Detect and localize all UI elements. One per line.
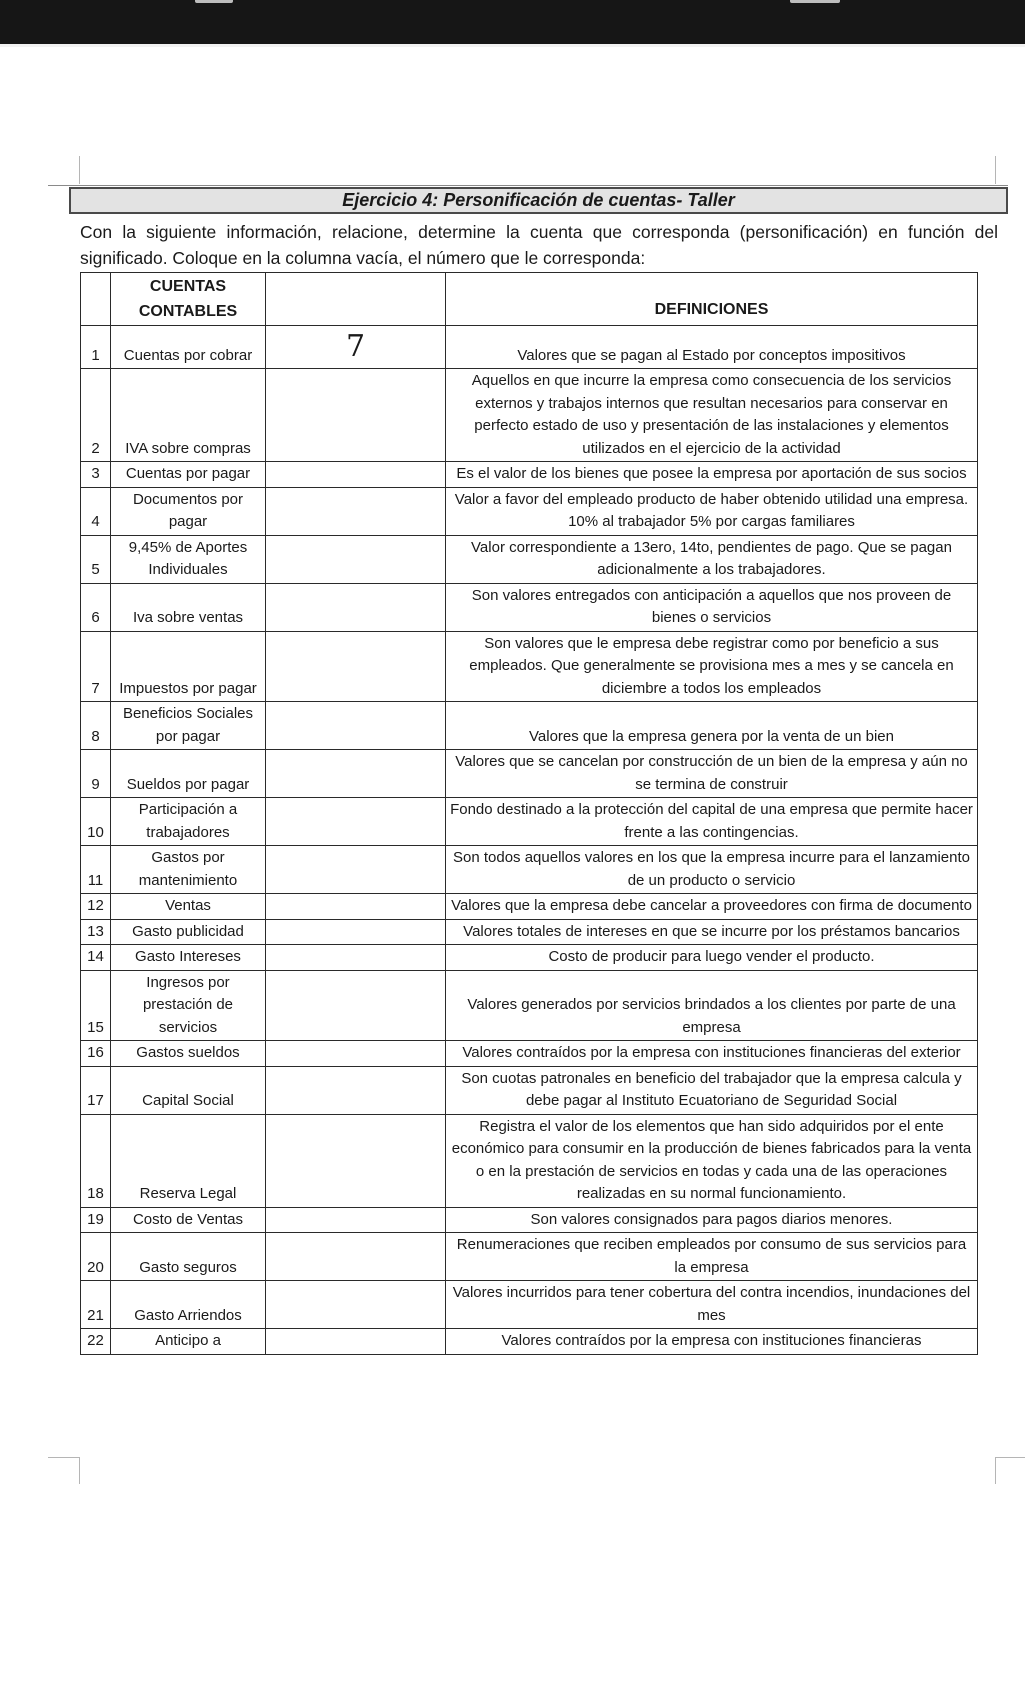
instructions-paragraph: Con la siguiente información, relacione, determine la cuenta que corresponda (personificación) en función del significado. Coloque en la columna vacía, el número que le corresponda:	[80, 222, 998, 268]
answer-cell[interactable]	[266, 750, 446, 798]
account-name: Costo de Ventas	[111, 1207, 266, 1233]
row-number: 13	[81, 919, 111, 945]
header-number-cell	[81, 273, 111, 326]
table-row	[81, 1281, 978, 1329]
row-number: 8	[81, 702, 111, 750]
answer-cell[interactable]	[266, 894, 446, 920]
row-number: 7	[81, 631, 111, 702]
table-row	[81, 798, 978, 846]
answer-cell[interactable]	[266, 535, 446, 583]
account-name: Ingresos por prestación de servicios	[111, 970, 266, 1041]
answer-cell[interactable]	[266, 846, 446, 894]
tab-indicator-left	[195, 0, 233, 3]
definition-text: Valores totales de intereses en que se incurre por los préstamos bancarios	[446, 919, 978, 945]
account-name: Anticipo a	[111, 1329, 266, 1355]
answer-cell[interactable]	[266, 1041, 446, 1067]
row-number: 19	[81, 1207, 111, 1233]
account-name: Beneficios Sociales por pagar	[111, 702, 266, 750]
definition-text: Aquellos en que incurre la empresa como consecuencia de los servicios externos y trabajos internos que resultan necesarios para conservar en perfecto estado de uso y presentación de las instalaciones y elementos utilizados en el ejercicio de la actividad	[446, 369, 978, 462]
account-name: Impuestos por pagar	[111, 631, 266, 702]
table-row	[81, 1041, 978, 1067]
account-name: Gasto seguros	[111, 1233, 266, 1281]
answer-cell[interactable]	[266, 1233, 446, 1281]
table-row	[81, 326, 978, 369]
row-number: 11	[81, 846, 111, 894]
account-name: Reserva Legal	[111, 1114, 266, 1207]
exercise-title: Ejercicio 4: Personificación de cuentas- Taller	[69, 187, 1008, 214]
answer-cell[interactable]	[266, 702, 446, 750]
answer-cell[interactable]	[266, 1207, 446, 1233]
viewer-top-bar	[0, 0, 1025, 44]
definition-text: Valores generados por servicios brindados a los clientes por parte de una empresa	[446, 970, 978, 1041]
answer-cell[interactable]	[266, 798, 446, 846]
definition-text: Fondo destinado a la protección del capital de una empresa que permite hacer frente a las contingencias.	[446, 798, 978, 846]
tab-indicator-right	[790, 0, 840, 3]
row-number: 20	[81, 1233, 111, 1281]
definition-text: Registra el valor de los elementos que han sido adquiridos por el ente económico para consumir en la producción de bienes fabricados para la venta o en la prestación de servicios en todas y cada una de las operaciones realizadas en su normal funcionamiento.	[446, 1114, 978, 1207]
row-number: 4	[81, 487, 111, 535]
account-name: Gasto Arriendos	[111, 1281, 266, 1329]
definition-text: Valores que la empresa genera por la venta de un bien	[446, 702, 978, 750]
table-row	[81, 487, 978, 535]
account-name: Participación a trabajadores	[111, 798, 266, 846]
account-name: Cuentas por pagar	[111, 462, 266, 488]
row-number: 6	[81, 583, 111, 631]
table-row	[81, 462, 978, 488]
account-name: Capital Social	[111, 1066, 266, 1114]
definition-text: Son valores entregados con anticipación a aquellos que nos proveen de bienes o servicios	[446, 583, 978, 631]
title-rule	[48, 185, 1008, 186]
account-name: Iva sobre ventas	[111, 583, 266, 631]
account-name: IVA sobre compras	[111, 369, 266, 462]
top-divider	[0, 44, 1025, 47]
account-name: Ventas	[111, 894, 266, 920]
table-row	[81, 702, 978, 750]
table-row	[81, 945, 978, 971]
row-number: 16	[81, 1041, 111, 1067]
definition-text: Valor correspondiente a 13ero, 14to, pendientes de pago. Que se pagan adicionalmente a los trabajadores.	[446, 535, 978, 583]
answer-cell[interactable]	[266, 462, 446, 488]
answer-cell[interactable]	[266, 970, 446, 1041]
header-accounts-line1: CUENTAS	[149, 278, 227, 295]
answer-cell[interactable]	[266, 631, 446, 702]
row-number: 21	[81, 1281, 111, 1329]
answer-cell[interactable]	[266, 1281, 446, 1329]
table-row	[81, 583, 978, 631]
table-row	[81, 1233, 978, 1281]
definition-text: Son cuotas patronales en beneficio del trabajador que la empresa calcula y debe pagar al Instituto Ecuatoriano de Seguridad Social	[446, 1066, 978, 1114]
table-row	[81, 535, 978, 583]
definition-text: Son todos aquellos valores en los que la empresa incurre para el lanzamiento de un producto o servicio	[446, 846, 978, 894]
row-number: 9	[81, 750, 111, 798]
row-number: 10	[81, 798, 111, 846]
definition-text: Renumeraciones que reciben empleados por consumo de sus servicios para la empresa	[446, 1233, 978, 1281]
account-name: 9,45% de Aportes Individuales	[111, 535, 266, 583]
table-row	[81, 894, 978, 920]
account-name: Gasto Intereses	[111, 945, 266, 971]
row-number: 22	[81, 1329, 111, 1355]
answer-cell[interactable]	[266, 945, 446, 971]
definition-text: Es el valor de los bienes que posee la empresa por aportación de sus socios	[446, 462, 978, 488]
row-number: 3	[81, 462, 111, 488]
table-row	[81, 750, 978, 798]
definition-text: Valores incurridos para tener cobertura del contra incendios, inundaciones del mes	[446, 1281, 978, 1329]
crop-mark-top-right	[995, 156, 996, 184]
table-row	[81, 631, 978, 702]
accounts-table	[80, 272, 978, 1355]
crop-mark-bottom-left-h	[48, 1457, 79, 1458]
answer-cell[interactable]	[266, 1066, 446, 1114]
row-number: 2	[81, 369, 111, 462]
crop-mark-bottom-right-v	[995, 1457, 996, 1484]
row-number: 5	[81, 535, 111, 583]
definition-text: Valores contraídos por la empresa con instituciones financieras	[446, 1329, 978, 1355]
definition-text: Valores que se pagan al Estado por conceptos impositivos	[446, 326, 978, 369]
row-number: 14	[81, 945, 111, 971]
table-row	[81, 1329, 978, 1355]
row-number: 15	[81, 970, 111, 1041]
answer-cell[interactable]	[266, 1114, 446, 1207]
table-row	[81, 1114, 978, 1207]
table-body	[81, 326, 978, 1355]
definition-text: Valor a favor del empleado producto de haber obtenido utilidad una empresa. 10% al trabajador 5% por cargas familiares	[446, 487, 978, 535]
crop-mark-top-left	[79, 156, 80, 184]
table-row	[81, 846, 978, 894]
account-name: Gasto publicidad	[111, 919, 266, 945]
table-header-row	[81, 273, 978, 326]
row-number: 12	[81, 894, 111, 920]
definition-text: Son valores consignados para pagos diarios menores.	[446, 1207, 978, 1233]
account-name: Gastos por mantenimiento	[111, 846, 266, 894]
table-row	[81, 970, 978, 1041]
definition-text: Valores contraídos por la empresa con instituciones financieras del exterior	[446, 1041, 978, 1067]
account-name: Gastos sueldos	[111, 1041, 266, 1067]
answer-cell[interactable]: 7	[266, 326, 446, 369]
table-row	[81, 1066, 978, 1114]
header-answer-cell	[266, 273, 446, 326]
account-name: Documentos por pagar	[111, 487, 266, 535]
table-row	[81, 369, 978, 462]
header-accounts	[111, 273, 266, 326]
definition-text: Valores que la empresa debe cancelar a proveedores con firma de documento	[446, 894, 978, 920]
header-accounts-line2: CONTABLES	[138, 303, 238, 320]
definition-text: Son valores que le empresa debe registrar como por beneficio a sus empleados. Que generalmente se provisiona mes a mes y se cancela en diciembre a todos los empleados	[446, 631, 978, 702]
answer-cell[interactable]	[266, 487, 446, 535]
account-name: Cuentas por cobrar	[111, 326, 266, 369]
row-number: 1	[81, 326, 111, 369]
account-name: Sueldos por pagar	[111, 750, 266, 798]
answer-cell[interactable]	[266, 919, 446, 945]
definition-text: Valores que se cancelan por construcción de un bien de la empresa y aún no se termina de construir	[446, 750, 978, 798]
crop-mark-bottom-left-v	[79, 1457, 80, 1484]
table-row	[81, 919, 978, 945]
answer-cell[interactable]	[266, 1329, 446, 1355]
header-definitions: DEFINICIONES	[446, 273, 978, 326]
answer-cell[interactable]	[266, 583, 446, 631]
table-row	[81, 1207, 978, 1233]
answer-cell[interactable]	[266, 369, 446, 462]
definition-text: Costo de producir para luego vender el producto.	[446, 945, 978, 971]
row-number: 18	[81, 1114, 111, 1207]
row-number: 17	[81, 1066, 111, 1114]
crop-mark-bottom-right-h	[995, 1457, 1025, 1458]
